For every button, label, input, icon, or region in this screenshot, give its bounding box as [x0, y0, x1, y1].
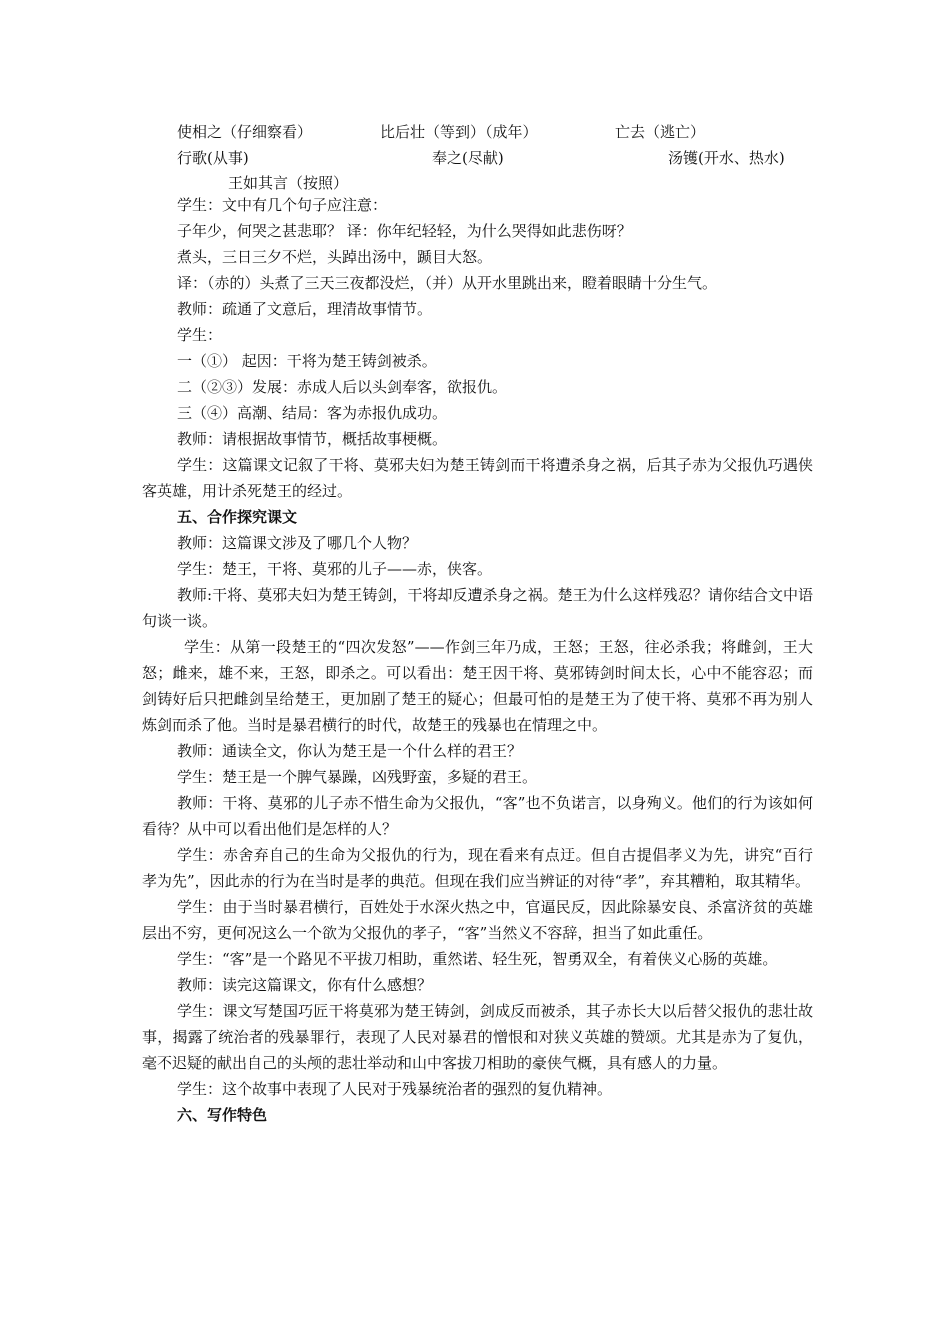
paragraph: 学生：楚王，干将、莫邪的儿子——赤，侠客。 [177, 560, 493, 578]
section-heading: 六、写作特色 [177, 1106, 268, 1124]
paragraph: 学生：楚王是一个脾气暴躁，凶残野蛮，多疑的君王。 [177, 768, 538, 786]
vocab-item: 王如其言（按照） [228, 174, 349, 192]
plot-line: 三（④）高潮、结局：客为赤报仇成功。 [177, 404, 448, 422]
paragraph: 教师：干将、莫邪的儿子赤不惜生命为父报仇，“客”也不负诺言，以身殉义。他们的行为该如何看待？从中可以看出他们是怎样的人？ [142, 794, 813, 838]
plot-line: 一（①） 起因：干将为楚王铸剑被杀。 [177, 352, 437, 370]
dialogue-line: 学生：文中有几个句子应注意： [177, 196, 388, 214]
vocab-item: 使相之（仔细察看） [177, 123, 313, 141]
paragraph: 学生：这篇课文记叙了干将、莫邪夫妇为楚王铸剑而干将遭杀身之祸，后其子赤为父报仇巧遇侠客英雄，用计杀死楚王的经过。 [142, 456, 813, 500]
paragraph: 教师：通读全文，你认为楚王是一个什么样的君王？ [177, 742, 523, 760]
dialogue-line: 教师：疏通了文意后，理清故事情节。 [177, 300, 433, 318]
paragraph: 学生：这个故事中表现了人民对于残暴统治者的强烈的复仇精神。 [177, 1080, 613, 1098]
paragraph: 学生：课文写楚国巧匠干将莫邪为楚王铸剑，剑成反而被杀，其子赤长大以后替父报仇的悲壮故事，揭露了统治者的残暴罪行，表现了人民对暴君的憎恨和对狭义英雄的赞颂。尤其是赤为了复仇，毫不迟疑的献出自己的头颅的悲壮举动和山中客拔刀相助的豪侠气概，具有感人的力量。 [142, 1002, 813, 1072]
paragraph: 教师:干将、莫邪夫妇为楚王铸剑，干将却反遭杀身之祸。楚王为什么这样残忍？请你结合文中语句谈一谈。 [142, 586, 813, 630]
paragraph: 学生：从第一段楚王的“四次发怒”——作剑三年乃成，王怒；王怒，往必杀我；将雌剑，王大怒；雌来，雄不来，王怒，即杀之。可以看出：楚王因干将、莫邪铸剑时间太长，心中不能容忍；而剑铸好后只把雌剑呈给楚王，更加剧了楚王的疑心；但最可怕的是楚王为了使干将、莫邪不再为别人炼剑而杀了他。当时是暴君横行的时代，故楚王的残暴也在情理之中。 [142, 638, 813, 734]
paragraph: 学生：由于当时暴君横行，百姓处于水深火热之中，官逼民反，因此除暴安良、杀富济贫的英雄层出不穷，更何况这么一个欲为父报仇的孝子，“客”当然义不容辞，担当了如此重任。 [142, 898, 813, 942]
paragraph: 学生：“客”是一个路见不平拔刀相助，重然诺、轻生死，智勇双全，有着侠义心肠的英雄。 [177, 950, 778, 968]
vocab-item: 亡去（逃亡） [615, 123, 706, 141]
dialogue-line: 译：（赤的）头煮了三天三夜都没烂，（并）从开水里跳出来，瞪着眼睛十分生气。 [177, 274, 718, 292]
dialogue-line: 煮头，三日三夕不烂，头踔出汤中，踬目大怒。 [177, 248, 493, 266]
vocab-item: 奉之(尽献) [432, 149, 504, 167]
dialogue-line: 子年少，何哭之甚悲耶？ 译：你年纪轻轻，为什么哭得如此悲伤呀？ [177, 222, 632, 240]
paragraph: 教师：这篇课文涉及了哪几个人物？ [177, 534, 418, 552]
document-body [142, 192, 813, 1128]
plot-line: 二（②③）发展：赤成人后以头剑奉客，欲报仇。 [177, 378, 508, 396]
vocab-item: 汤镬(开水、热水) [668, 149, 785, 167]
vocab-item: 比后壮（等到）（成年） [380, 123, 538, 141]
section-heading: 五、合作探究课文 [177, 508, 298, 526]
vocab-row-2 [0, 145, 950, 171]
paragraph: 教师：读完这篇课文，你有什么感想？ [177, 976, 433, 994]
dialogue-line: 学生： [177, 326, 223, 344]
dialogue-line: 教师：请根据故事情节，概括故事梗概。 [177, 430, 448, 448]
paragraph: 学生：赤舍弃自己的生命为父报仇的行为，现在看来有点迂。但自古提倡孝义为先，讲究“百行孝为先”，因此赤的行为在当时是孝的典范。但现在我们应当辨证的对待“孝”，弃其糟粕，取其精华。 [142, 846, 813, 890]
vocab-item: 行歌(从事) [177, 149, 249, 167]
vocab-row-1 [0, 119, 950, 145]
